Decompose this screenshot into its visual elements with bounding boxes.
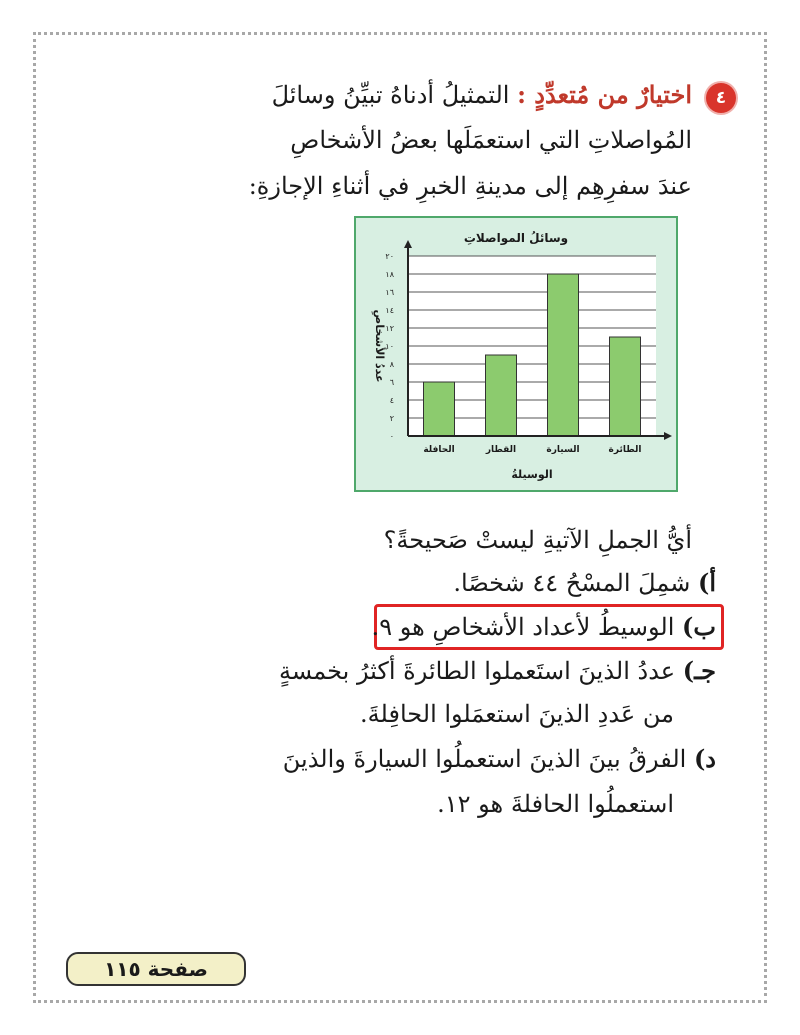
- option-d-letter: د): [693, 744, 716, 773]
- option-a-text: شمِلَ المسْحُ ٤٤ شخصًا.: [453, 569, 691, 597]
- question-title: اختيارٌ من مُتعدِّدٍ :: [517, 80, 692, 109]
- bar-1: [486, 355, 517, 436]
- option-d-text-2: استعملُوا الحافلةَ هو ١٢.: [437, 790, 674, 818]
- question-number-badge: ٤: [706, 83, 736, 113]
- option-b-text: الوسيطُ لأعداد الأشخاصِ هو ٩.: [371, 613, 675, 641]
- y-tick-label-0: ٠: [389, 432, 394, 441]
- y-tick-label-12: ١٢: [385, 324, 394, 333]
- question-prompt: أيُّ الجملِ الآتيةِ ليستْ صَحيحةً؟: [383, 526, 692, 554]
- option-d-text-1: الفرقُ بينَ الذينَ استعملُوا السيارةَ والذينَ: [282, 745, 687, 773]
- bar-3: [610, 337, 641, 436]
- option-c[interactable]: [279, 656, 716, 685]
- y-tick-label-16: ١٦: [385, 288, 394, 297]
- option-c-text-2: من عَددِ الذينَ استعمَلوا الحافِلةَ.: [360, 700, 674, 728]
- x-axis-label: الوسيلةُ: [511, 468, 553, 481]
- y-tick-label-18: ١٨: [385, 270, 394, 279]
- x-tick-label-2: السيارة: [546, 445, 580, 455]
- option-d[interactable]: [283, 744, 716, 773]
- y-tick-label-10: ١٠: [385, 342, 394, 351]
- x-tick-label-0: الحافلة: [423, 445, 455, 455]
- chart-title: وسائلُ المواصلاتِ: [463, 231, 569, 245]
- page-number-badge: صفحة ١١٥: [66, 952, 246, 986]
- bar-chart: [356, 218, 676, 490]
- option-b-letter: ب): [682, 612, 716, 641]
- y-tick-label-8: ٨: [389, 360, 394, 369]
- y-tick-label-20: ٢٠: [385, 252, 394, 261]
- x-tick-label-1: القطار: [485, 445, 517, 455]
- option-a-letter: أ): [697, 568, 716, 597]
- x-tick-label-3: الطائرة: [608, 445, 642, 455]
- question-intro-text-1: التمثيلُ أدناهُ تبيِّنُ وسائلَ: [271, 81, 510, 109]
- y-tick-label-14: ١٤: [385, 306, 394, 315]
- y-axis-label: عددُ الأشخاصِ: [373, 309, 386, 383]
- question-intro-line-3: عندَ سفرِهِم إلى مدينةِ الخبرِ في أثناءِ الإجازةِ:: [248, 172, 692, 200]
- bar-0: [424, 382, 455, 436]
- option-c-letter: جـ): [682, 656, 716, 685]
- y-axis-arrow: [404, 240, 412, 248]
- option-a[interactable]: [453, 568, 716, 597]
- y-tick-label-2: ٢: [389, 414, 394, 423]
- question-intro-line-2: المُواصلاتِ التي استعمَلَها بعضُ الأشخاصِ: [290, 126, 692, 154]
- option-b[interactable]: [372, 612, 716, 641]
- x-axis-arrow: [664, 432, 672, 440]
- bar-2: [548, 274, 579, 436]
- option-c-text-1: عددُ الذينَ استَعملوا الطائرةَ أكثرُ بخمسةٍ: [278, 657, 676, 685]
- chart-container: [354, 216, 678, 492]
- y-tick-label-6: ٦: [389, 378, 394, 387]
- y-tick-label-4: ٤: [389, 396, 394, 405]
- question-intro-line-1: [272, 80, 692, 109]
